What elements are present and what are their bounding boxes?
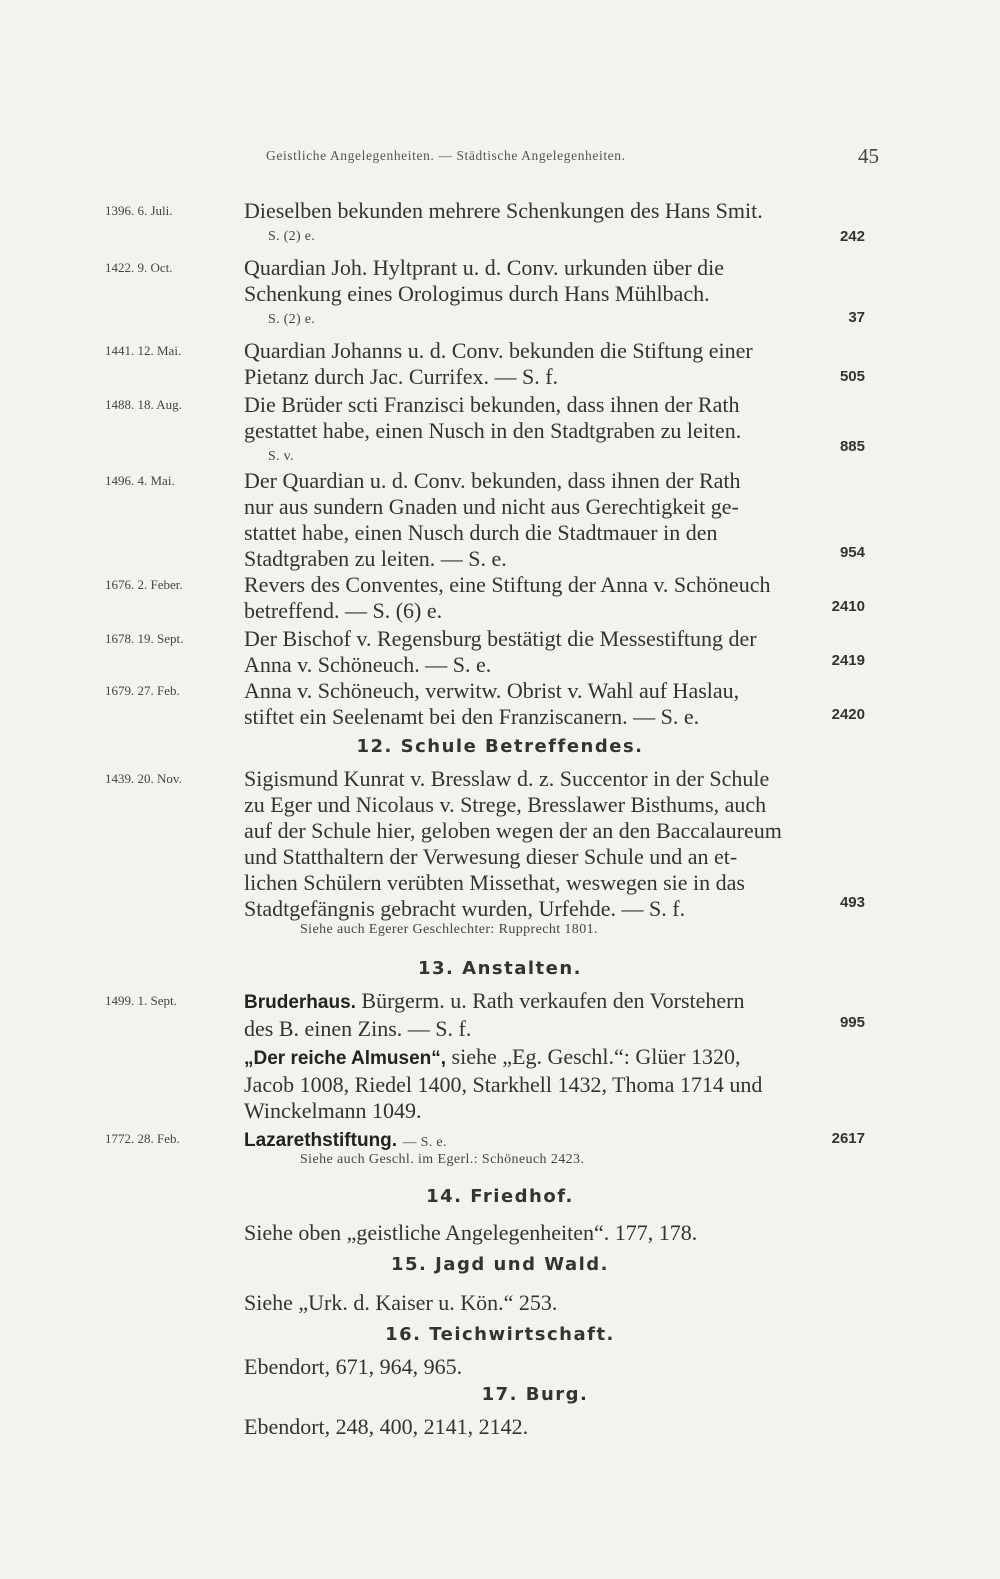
- entry-date: 1678. 19. Sept.: [105, 631, 184, 646]
- entry-line: Winckelmann 1049.: [244, 1098, 422, 1123]
- entry-line: des B. einen Zins. — S. f.: [244, 1016, 472, 1041]
- entry-line: Quardian Joh. Hyltprant u. d. Conv. urkunden über die: [244, 255, 725, 280]
- document-number: 2617: [831, 1130, 865, 1147]
- entry-line: Anna v. Schöneuch, verwitw. Obrist v. Wahl auf Haslau,: [244, 678, 740, 703]
- entry-date: 1496. 4. Mai.: [105, 473, 175, 488]
- entry-line: stiftet ein Seelenamt bei den Franziscanern. — S. e.: [244, 704, 700, 729]
- entry-keyword: Lazarethstiftung.: [244, 1130, 398, 1151]
- entry-text: [244, 198, 884, 250]
- document-number: 2410: [831, 598, 865, 615]
- entry-date: 1772. 28. Feb.: [105, 1131, 180, 1146]
- section-heading: 17. Burg.: [481, 1384, 589, 1405]
- entry-text: [244, 766, 884, 922]
- section-heading: 13. Anstalten.: [418, 958, 582, 979]
- entry-line: gestattet habe, einen Nusch in den Stadtgraben zu leiten.: [244, 418, 742, 443]
- section-text: Ebendort, 248, 400, 2141, 2142.: [244, 1414, 529, 1439]
- entry-line: Stadtgraben zu leiten. — S. e.: [244, 546, 507, 571]
- running-header: Geistliche Angelegenheiten. — Städtische Angelegenheiten.: [266, 148, 626, 163]
- entry-date: 1441. 12. Mai.: [105, 343, 182, 358]
- entry-text: [244, 1044, 884, 1124]
- entry-cite: — S. e.: [402, 1135, 447, 1150]
- entry-text: [244, 572, 884, 624]
- section-heading: 15. Jagd und Wald.: [390, 1254, 610, 1275]
- entry-line: Schenkung eines Orologimus durch Hans Mühlbach.: [244, 281, 710, 306]
- section-text: Siehe oben „geistliche Angelegenheiten“. 177, 178.: [244, 1220, 698, 1245]
- page-number: 45: [858, 144, 879, 168]
- entry-line: Anna v. Schöneuch. — S. e.: [244, 652, 492, 677]
- entry-line: [244, 1044, 884, 1072]
- entry-text: [244, 678, 884, 730]
- section-heading: 12. Schule Betreffendes.: [356, 736, 644, 757]
- entry-line: stattet habe, einen Nusch durch die Stadtmauer in den: [244, 520, 718, 545]
- entry-line: Quardian Johanns u. d. Conv. bekunden die Stiftung einer: [244, 338, 753, 363]
- entry-date: 1679. 27. Feb.: [105, 683, 180, 698]
- document-number: 242: [839, 228, 865, 245]
- entry-line: Sigismund Kunrat v. Bresslaw d. z. Succentor in der Schule: [244, 766, 770, 791]
- entry-cite: S. (2) e.: [268, 312, 316, 327]
- entry-line: Jacob 1008, Riedel 1400, Starkhell 1432, Thoma 1714 und: [244, 1072, 763, 1097]
- entry-text: [244, 255, 884, 333]
- document-number: 37: [848, 309, 865, 326]
- entry-line: Der Bischof v. Regensburg bestätigt die Messestiftung der: [244, 626, 757, 651]
- entry-line-rest: Bürgerm. u. Rath verkaufen den Vorstehern: [361, 988, 745, 1013]
- section-text: Ebendort, 671, 964, 965.: [244, 1354, 463, 1379]
- entry-date: 1396. 6. Juli.: [105, 203, 173, 218]
- entry-keyword: Bruderhaus.: [244, 992, 356, 1013]
- entry-line: [244, 988, 884, 1016]
- document-number: 2420: [831, 706, 865, 723]
- entry-line: Die Brüder scti Franzisci bekunden, dass ihnen der Rath: [244, 392, 740, 417]
- entry-line: Revers des Conventes, eine Stiftung der Anna v. Schöneuch: [244, 572, 771, 597]
- entry-line: zu Eger und Nicolaus v. Strege, Bresslawer Bisthums, auch: [244, 792, 767, 817]
- section-heading: 14. Friedhof.: [426, 1186, 574, 1207]
- section-text: Siehe „Urk. d. Kaiser u. Kön.“ 253.: [244, 1290, 558, 1315]
- entry-line: Pietanz durch Jac. Currifex. — S. f.: [244, 364, 559, 389]
- entry-cite: S. v.: [268, 449, 294, 464]
- cross-reference-note: Siehe auch Geschl. im Egerl.: Schöneuch 2423.: [300, 1152, 585, 1167]
- section-heading: 16. Teichwirtschaft.: [385, 1324, 615, 1345]
- document-number: 493: [839, 894, 865, 911]
- entry-date: 1676. 2. Feber.: [105, 577, 183, 592]
- entry-line: und Statthaltern der Verwesung dieser Schule und an et-: [244, 844, 738, 869]
- entry-date: 1499. 1. Sept.: [105, 993, 177, 1008]
- document-number: 885: [839, 438, 865, 455]
- entry-date: 1422. 9. Oct.: [105, 260, 173, 275]
- entry-cite: S. (2) e.: [268, 229, 316, 244]
- entry-line: Dieselben bekunden mehrere Schenkungen des Hans Smit.: [244, 198, 763, 223]
- entry-date: 1439. 20. Nov.: [105, 771, 182, 786]
- cross-reference-note: Siehe auch Egerer Geschlechter: Rupprecht 1801.: [300, 922, 598, 937]
- entry-line: betreffend. — S. (6) e.: [244, 598, 443, 623]
- entry-line: lichen Schülern verübten Missethat, weswegen sie in das: [244, 870, 745, 895]
- document-number: 995: [839, 1014, 865, 1031]
- entry-line-rest: siehe „Eg. Geschl.“: Glüer 1320,: [451, 1044, 741, 1069]
- entry-text: [244, 468, 884, 572]
- entry-keyword: „Der reiche Almusen“,: [244, 1048, 447, 1069]
- entry-text: [244, 988, 884, 1042]
- entry-line: Stadtgefängnis gebracht wurden, Urfehde. — S. f.: [244, 896, 686, 921]
- entry-line: auf der Schule hier, geloben wegen der an den Baccalaureum: [244, 818, 782, 843]
- entry-text: [244, 338, 884, 390]
- document-number: 2419: [831, 652, 865, 669]
- entry-text: [244, 626, 884, 678]
- document-number: 954: [839, 544, 865, 561]
- entry-line: nur aus sundern Gnaden und nicht aus Gerechtigkeit ge-: [244, 494, 739, 519]
- document-number: 505: [839, 368, 865, 385]
- entry-line: Der Quardian u. d. Conv. bekunden, dass ihnen der Rath: [244, 468, 741, 493]
- entry-text: [244, 392, 884, 470]
- entry-date: 1488. 18. Aug.: [105, 397, 182, 412]
